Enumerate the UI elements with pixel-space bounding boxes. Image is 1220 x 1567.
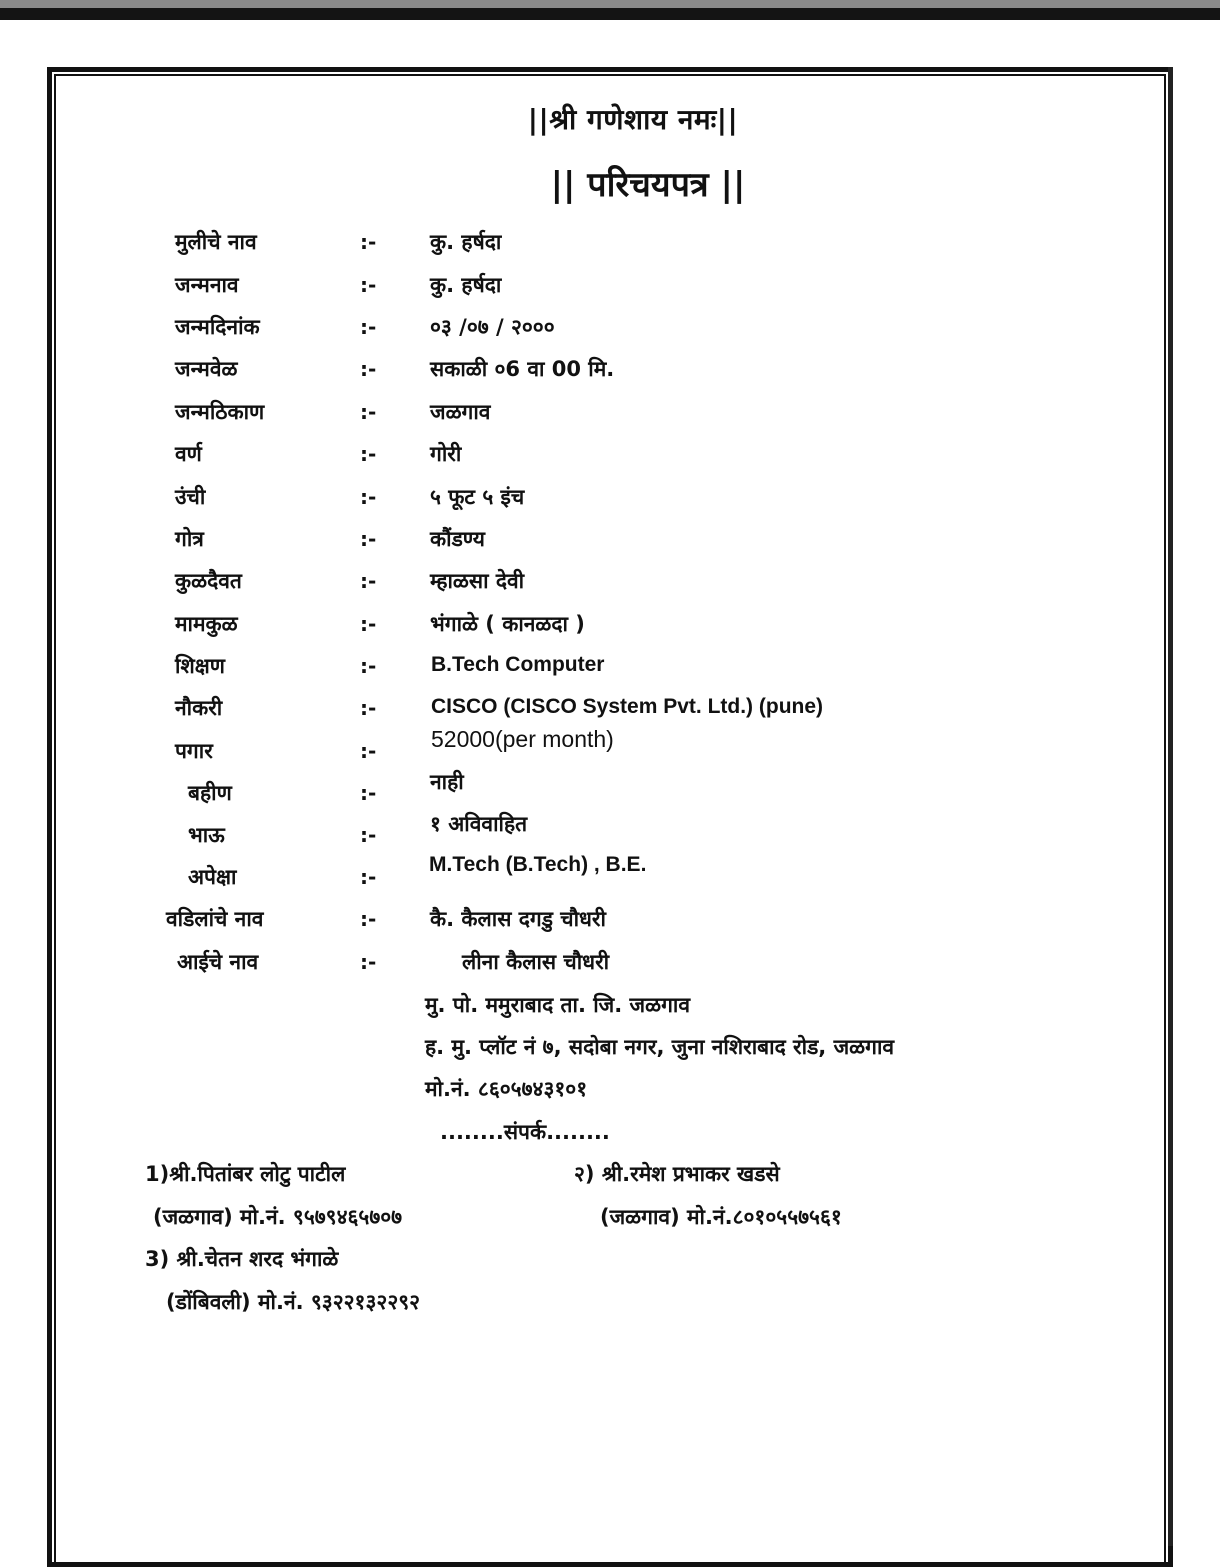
field-separator: :- — [360, 485, 377, 509]
field-row-expectation — [0, 853, 1100, 899]
field-separator: :- — [360, 696, 377, 720]
field-value: B.Tech Computer — [431, 653, 605, 676]
field-separator: :- — [360, 230, 377, 254]
field-row-education — [0, 652, 1100, 688]
field-value: CISCO (CISCO System Pvt. Ltd.) (pune) — [431, 695, 824, 718]
contact-3-name: 3) श्री.चेतन शरद भंगाळे — [145, 1247, 339, 1271]
field-label: मुलीचे नाव — [175, 230, 257, 254]
field-separator: :- — [360, 442, 377, 466]
field-value: लीना कैलास चौधरी — [462, 950, 610, 974]
field-value: ०३ /०७ / २००० — [430, 315, 555, 339]
field-label: मामकुळ — [175, 612, 238, 636]
field-label: आईचे नाव — [177, 950, 259, 974]
field-value: गोरी — [430, 442, 462, 466]
field-row-maternal-family — [0, 610, 1100, 646]
field-label: अपेक्षा — [188, 865, 237, 889]
field-separator: :- — [360, 400, 377, 424]
field-row-salary — [0, 726, 1100, 773]
field-row-birth-place — [0, 398, 1100, 434]
field-row-job — [0, 694, 1100, 730]
field-label: गोत्र — [175, 527, 204, 551]
field-separator: :- — [360, 739, 377, 763]
field-separator: :- — [360, 950, 377, 974]
field-row-sister — [0, 770, 1100, 815]
field-row-name — [0, 228, 1100, 264]
address-line-2: ह. मु. प्लॉट नं ७, सदोबा नगर, जुना नशिराबाद रोड, जळगाव — [425, 1035, 895, 1059]
field-value: जळगाव — [430, 400, 491, 424]
field-separator: :- — [360, 654, 377, 678]
address-phone: मो.नं. ८६०५७४३१०१ — [425, 1077, 588, 1101]
field-row-mother-name — [0, 948, 1100, 984]
field-value: कौंडण्य — [430, 527, 485, 551]
field-value: नाही — [430, 770, 464, 794]
field-label: भाऊ — [188, 823, 225, 847]
field-label: कुळदैवत — [175, 569, 242, 593]
field-value: १ अविवाहित — [430, 812, 528, 836]
contact-3-phone: (डोंबिवली) मो.नं. ९३२२१३२२९२ — [166, 1290, 421, 1314]
field-label: उंची — [175, 485, 206, 509]
field-value: 52000(per month) — [431, 726, 614, 752]
field-label: जन्मवेळ — [175, 357, 238, 381]
field-separator: :- — [360, 273, 377, 297]
field-separator: :- — [360, 315, 377, 339]
document-border-right — [1168, 67, 1173, 1546]
field-row-complexion — [0, 440, 1100, 476]
field-row-birth-date — [0, 313, 1100, 349]
field-row-height — [0, 483, 1100, 519]
field-separator: :- — [360, 569, 377, 593]
field-separator: :- — [360, 781, 377, 805]
field-value: ५ फूट ५ इंच — [430, 485, 525, 509]
field-label: पगार — [175, 739, 213, 763]
invocation-heading: ||श्री गणेशाय नमः|| — [527, 103, 739, 136]
field-row-father-name — [0, 905, 1100, 941]
field-value: सकाळी ०6 वा 00 मि. — [430, 357, 615, 381]
field-row-birth-name — [0, 271, 1100, 307]
field-separator: :- — [360, 907, 377, 931]
field-value: म्हाळसा देवी — [430, 569, 525, 593]
field-label: शिक्षण — [175, 654, 225, 678]
field-separator: :- — [360, 865, 377, 889]
field-label: वडिलांचे नाव — [166, 907, 264, 931]
field-row-brother — [0, 812, 1100, 857]
field-value: कै. कैलास दगडु चौधरी — [430, 907, 606, 931]
field-label: वर्ण — [175, 442, 202, 466]
field-label: जन्मनाव — [175, 273, 239, 297]
field-label: जन्मदिनांक — [175, 315, 260, 339]
address-line-1: मु. पो. ममुराबाद ता. जि. जळगाव — [425, 993, 691, 1017]
field-value: M.Tech (B.Tech) , B.E. — [429, 853, 647, 876]
field-label: नौकरी — [175, 696, 223, 720]
field-label: जन्मठिकाण — [175, 400, 265, 424]
contact-2-name: २) श्री.रमेश प्रभाकर खडसे — [574, 1162, 780, 1186]
field-label: बहीण — [188, 781, 232, 805]
field-value: कु. हर्षदा — [430, 273, 502, 297]
document-title: || परिचयपत्र || — [550, 165, 746, 205]
contact-heading: ........संपर्क........ — [440, 1120, 610, 1144]
field-row-birth-time — [0, 355, 1100, 391]
field-value: कु. हर्षदा — [430, 230, 502, 254]
top-bar — [0, 0, 1220, 20]
field-row-gotra — [0, 525, 1100, 561]
field-separator: :- — [360, 823, 377, 847]
field-separator: :- — [360, 612, 377, 636]
contact-1-phone: (जळगाव) मो.नं. ९५७९४६५७०७ — [153, 1205, 403, 1229]
contact-2-phone: (जळगाव) मो.नं.८०१०५५७५६१ — [600, 1205, 842, 1229]
contact-1-name: 1)श्री.पितांबर लोटु पाटील — [145, 1162, 346, 1186]
field-value: भंगाळे ( कानळदा ) — [430, 612, 585, 636]
field-row-family-deity — [0, 567, 1100, 603]
field-separator: :- — [360, 527, 377, 551]
field-separator: :- — [360, 357, 377, 381]
